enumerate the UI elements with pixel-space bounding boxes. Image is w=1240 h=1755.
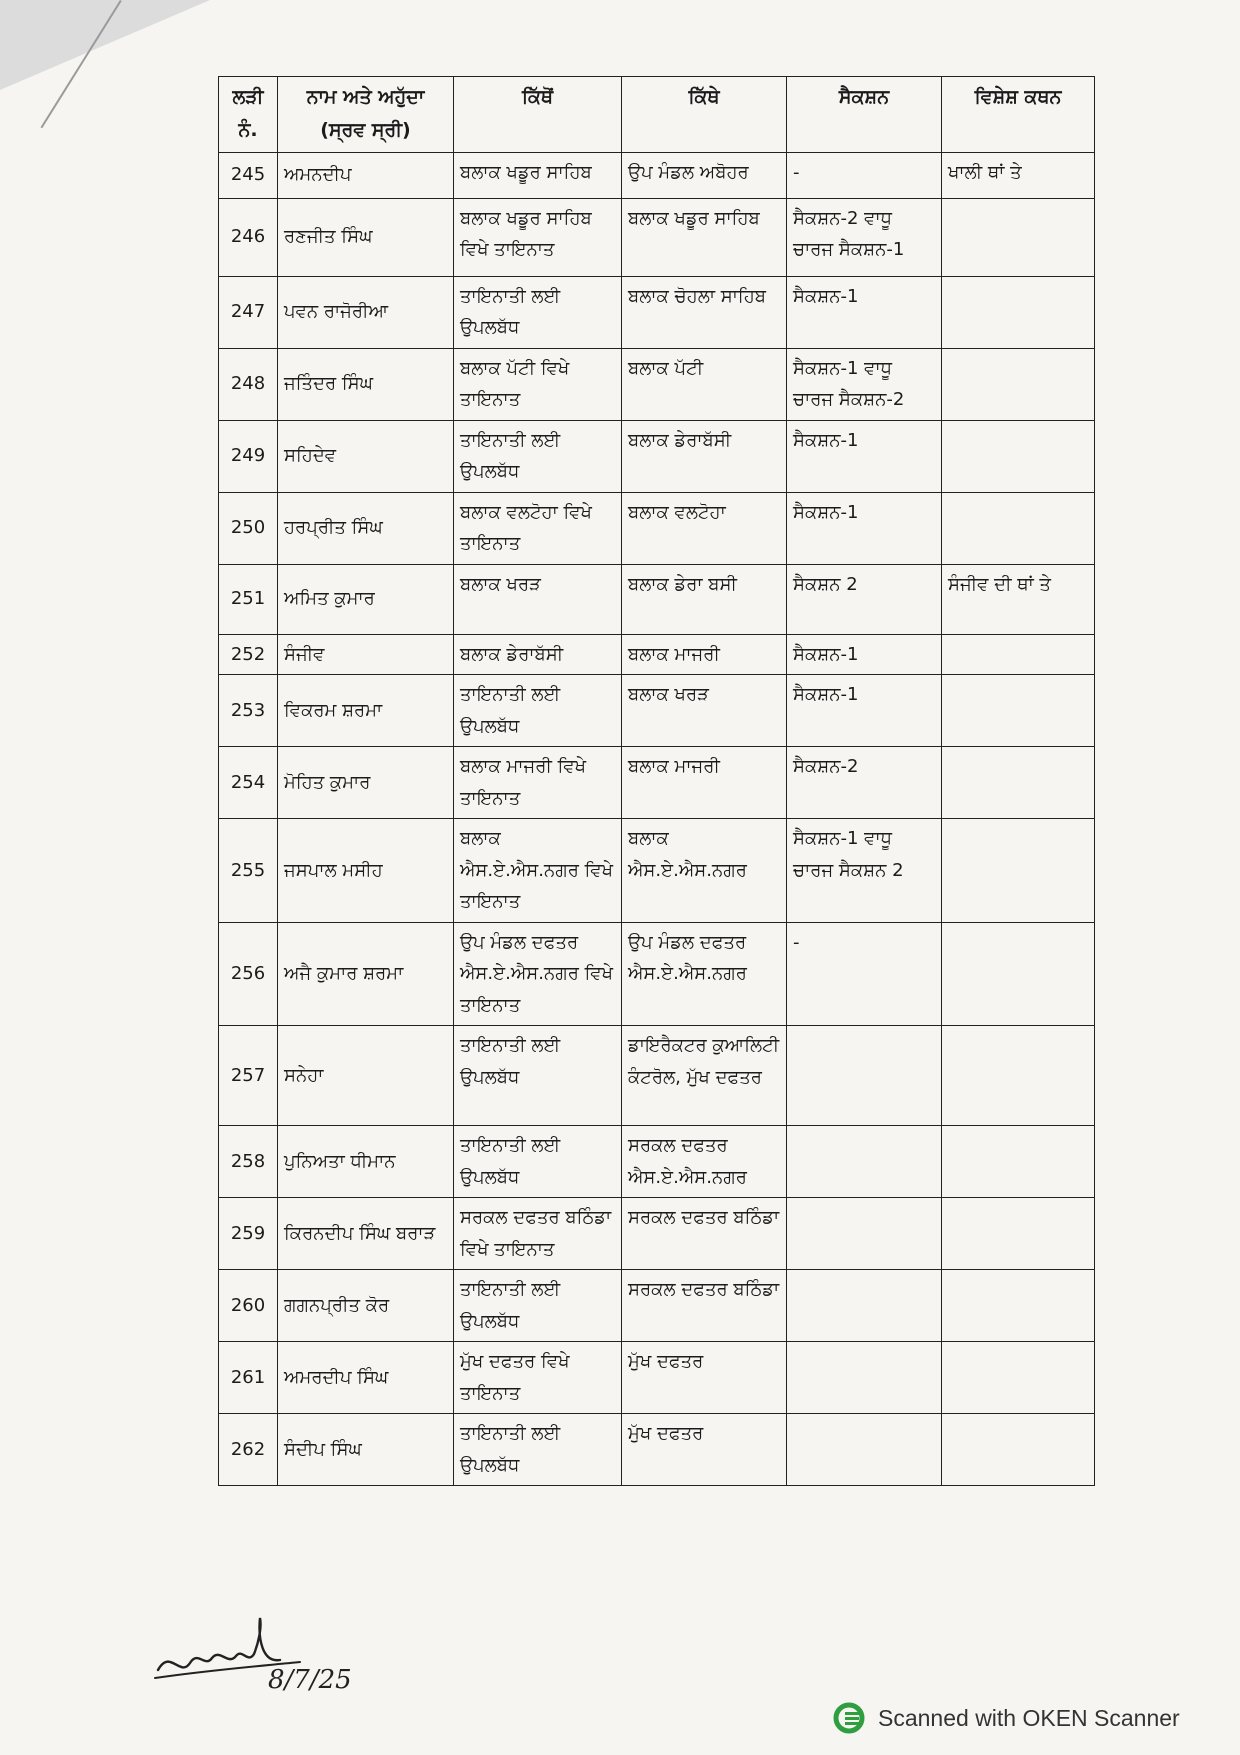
cell-serial: 245 bbox=[219, 152, 278, 198]
cell-from: ਤਾਇਨਾਤੀ ਲਈ ਉਪਲਬੱਧ bbox=[454, 1414, 622, 1486]
cell-section: ਸੈਕਸ਼ਨ-1 ਵਾਧੂ ਚਾਰਜ ਸੈਕਸ਼ਨ 2 bbox=[787, 819, 942, 923]
cell-serial: 252 bbox=[219, 634, 278, 675]
cell-serial: 250 bbox=[219, 492, 278, 564]
cell-serial: 246 bbox=[219, 198, 278, 276]
header-to: ਕਿੱਥੇ bbox=[622, 77, 787, 153]
cell-serial: 260 bbox=[219, 1270, 278, 1342]
cell-name: ਸਨੇਹਾ bbox=[278, 1026, 454, 1126]
page-fold-corner bbox=[0, 0, 210, 90]
cell-name: ਜਸਪਾਲ ਮਸੀਹ bbox=[278, 819, 454, 923]
cell-to: ਬਲਾਕ ਮਾਜਰੀ bbox=[622, 747, 787, 819]
cell-from: ਬਲਾਕ ਖਡੂਰ ਸਾਹਿਬ ਵਿਖੇ ਤਾਇਨਾਤ bbox=[454, 198, 622, 276]
cell-to: ਮੁੱਖ ਦਫਤਰ bbox=[622, 1342, 787, 1414]
cell-to: ਬਲਾਕ ਖਰੜ bbox=[622, 675, 787, 747]
cell-name: ਰਣਜੀਤ ਸਿੰਘ bbox=[278, 198, 454, 276]
scanner-label: Scanned with OKEN Scanner bbox=[878, 1704, 1180, 1731]
cell-from: ਤਾਇਨਾਤੀ ਲਈ ਉਪਲਬੱਧ bbox=[454, 1026, 622, 1126]
signature-date: 8/7/25 bbox=[268, 1665, 352, 1695]
header-from: ਕਿੱਥੋਂ bbox=[454, 77, 622, 153]
cell-remarks bbox=[942, 1198, 1095, 1270]
cell-section: ਸੈਕਸ਼ਨ-1 bbox=[787, 634, 942, 675]
cell-section: ਸੈਕਸ਼ਨ 2 bbox=[787, 564, 942, 634]
oken-scanner-logo-icon bbox=[832, 1701, 866, 1735]
cell-serial: 248 bbox=[219, 348, 278, 420]
cell-name: ਸਹਿਦੇਵ bbox=[278, 420, 454, 492]
cell-serial: 255 bbox=[219, 819, 278, 923]
cell-from: ਤਾਇਨਾਤੀ ਲਈ ਉਪਲਬੱਧ bbox=[454, 420, 622, 492]
cell-from: ਸਰਕਲ ਦਫਤਰ ਬਠਿੰਡਾ ਵਿਖੇ ਤਾਇਨਾਤ bbox=[454, 1198, 622, 1270]
cell-to: ਸਰਕਲ ਦਫਤਰ ਬਠਿੰਡਾ bbox=[622, 1270, 787, 1342]
table-row bbox=[219, 492, 1095, 564]
cell-serial: 259 bbox=[219, 1198, 278, 1270]
cell-serial: 262 bbox=[219, 1414, 278, 1486]
cell-section bbox=[787, 1198, 942, 1270]
cell-remarks bbox=[942, 1414, 1095, 1486]
cell-section: ਸੈਕਸ਼ਨ-1 ਵਾਧੂ ਚਾਰਜ ਸੈਕਸ਼ਨ-2 bbox=[787, 348, 942, 420]
cell-section: ਸੈਕਸ਼ਨ-1 bbox=[787, 675, 942, 747]
cell-to: ਬਲਾਕ ਵਲਟੋਹਾ bbox=[622, 492, 787, 564]
cell-to: ਡਾਇਰੈਕਟਰ ਕੁਆਲਿਟੀ ਕੰਟਰੋਲ, ਮੁੱਖ ਦਫਤਰ bbox=[622, 1026, 787, 1126]
cell-serial: 249 bbox=[219, 420, 278, 492]
table-header-row bbox=[219, 77, 1095, 153]
table-row bbox=[219, 348, 1095, 420]
cell-serial: 251 bbox=[219, 564, 278, 634]
table-row bbox=[219, 198, 1095, 276]
cell-section: ਸੈਕਸ਼ਨ-1 bbox=[787, 492, 942, 564]
table-row bbox=[219, 420, 1095, 492]
cell-from: ਬਲਾਕ ਵਲਟੋਹਾ ਵਿਖੇ ਤਾਇਨਾਤ bbox=[454, 492, 622, 564]
cell-from: ਬਲਾਕ ਡੇਰਾਬੱਸੀ bbox=[454, 634, 622, 675]
cell-from: ਤਾਇਨਾਤੀ ਲਈ ਉਪਲਬੱਧ bbox=[454, 675, 622, 747]
table-row bbox=[219, 1126, 1095, 1198]
cell-name: ਅਮਿਤ ਕੁਮਾਰ bbox=[278, 564, 454, 634]
cell-name: ਅਜੈ ਕੁਮਾਰ ਸ਼ਰਮਾ bbox=[278, 922, 454, 1026]
cell-section bbox=[787, 1414, 942, 1486]
table-row bbox=[219, 634, 1095, 675]
table-row bbox=[219, 675, 1095, 747]
table-row bbox=[219, 1026, 1095, 1126]
cell-to: ਬਲਾਕ ਡੇਰਾ ਬਸੀ bbox=[622, 564, 787, 634]
cell-serial: 261 bbox=[219, 1342, 278, 1414]
cell-remarks: ਖਾਲੀ ਥਾਂ ਤੇ bbox=[942, 152, 1095, 198]
header-remarks: ਵਿਸ਼ੇਸ਼ ਕਥਨ bbox=[942, 77, 1095, 153]
cell-to: ਸਰਕਲ ਦਫਤਰ ਬਠਿੰਡਾ bbox=[622, 1198, 787, 1270]
cell-serial: 257 bbox=[219, 1026, 278, 1126]
table-row bbox=[219, 1342, 1095, 1414]
cell-serial: 258 bbox=[219, 1126, 278, 1198]
cell-remarks bbox=[942, 1342, 1095, 1414]
cell-remarks bbox=[942, 1270, 1095, 1342]
cell-serial: 247 bbox=[219, 276, 278, 348]
cell-name: ਪੁਨਿਅਤਾ ਧੀਮਾਨ bbox=[278, 1126, 454, 1198]
cell-name: ਮੋਹਿਤ ਕੁਮਾਰ bbox=[278, 747, 454, 819]
cell-from: ਬਲਾਕ ਖਰੜ bbox=[454, 564, 622, 634]
cell-serial: 254 bbox=[219, 747, 278, 819]
cell-to: ਸਰਕਲ ਦਫਤਰ ਐਸ.ਏ.ਐਸ.ਨਗਰ bbox=[622, 1126, 787, 1198]
cell-name: ਵਿਕਰਮ ਸ਼ਰਮਾ bbox=[278, 675, 454, 747]
cell-remarks bbox=[942, 1126, 1095, 1198]
cell-section: ਸੈਕਸ਼ਨ-1 bbox=[787, 276, 942, 348]
cell-name: ਸੰਦੀਪ ਸਿੰਘ bbox=[278, 1414, 454, 1486]
table-row bbox=[219, 564, 1095, 634]
table-row bbox=[219, 1198, 1095, 1270]
cell-remarks bbox=[942, 492, 1095, 564]
cell-name: ਗਗਨਪ੍ਰੀਤ ਕੋਰ bbox=[278, 1270, 454, 1342]
cell-from: ਬਲਾਕ ਪੱਟੀ ਵਿਖੇ ਤਾਇਨਾਤ bbox=[454, 348, 622, 420]
cell-name: ਪਵਨ ਰਾਜੋਰੀਆ bbox=[278, 276, 454, 348]
cell-remarks bbox=[942, 634, 1095, 675]
cell-section: - bbox=[787, 922, 942, 1026]
cell-section: ਸੈਕਸ਼ਨ-1 bbox=[787, 420, 942, 492]
cell-remarks bbox=[942, 819, 1095, 923]
cell-remarks bbox=[942, 348, 1095, 420]
handwritten-signature bbox=[150, 1608, 380, 1698]
cell-from: ਬਲਾਕ ਮਾਜਰੀ ਵਿਖੇ ਤਾਇਨਾਤ bbox=[454, 747, 622, 819]
cell-to: ਬਲਾਕ ਮਾਜਰੀ bbox=[622, 634, 787, 675]
cell-section: ਸੈਕਸ਼ਨ-2 bbox=[787, 747, 942, 819]
cell-to: ਉਪ ਮੰਡਲ ਅਬੋਹਰ bbox=[622, 152, 787, 198]
cell-name: ਸੰਜੀਵ bbox=[278, 634, 454, 675]
cell-from: ਤਾਇਨਾਤੀ ਲਈ ਉਪਲਬੱਧ bbox=[454, 276, 622, 348]
table-row bbox=[219, 152, 1095, 198]
table-row bbox=[219, 276, 1095, 348]
cell-remarks bbox=[942, 675, 1095, 747]
cell-serial: 256 bbox=[219, 922, 278, 1026]
cell-name: ਅਮਰਦੀਪ ਸਿੰਘ bbox=[278, 1342, 454, 1414]
table-row bbox=[219, 747, 1095, 819]
cell-to: ਬਲਾਕ ਡੇਰਾਬੱਸੀ bbox=[622, 420, 787, 492]
cell-remarks: ਸੰਜੀਵ ਦੀ ਥਾਂ ਤੇ bbox=[942, 564, 1095, 634]
cell-to: ਬਲਾਕ ਚੋਹਲਾ ਸਾਹਿਬ bbox=[622, 276, 787, 348]
cell-section bbox=[787, 1342, 942, 1414]
cell-section: - bbox=[787, 152, 942, 198]
cell-from: ਬਲਾਕ ਐਸ.ਏ.ਐਸ.ਨਗਰ ਵਿਖੇ ਤਾਇਨਾਤ bbox=[454, 819, 622, 923]
cell-remarks bbox=[942, 420, 1095, 492]
cell-remarks bbox=[942, 276, 1095, 348]
cell-from: ਮੁੱਖ ਦਫਤਰ ਵਿਖੇ ਤਾਇਨਾਤ bbox=[454, 1342, 622, 1414]
cell-name: ਅਮਨਦੀਪ bbox=[278, 152, 454, 198]
cell-to: ਮੁੱਖ ਦਫਤਰ bbox=[622, 1414, 787, 1486]
cell-section bbox=[787, 1026, 942, 1126]
header-section: ਸੈਕਸ਼ਨ bbox=[787, 77, 942, 153]
cell-from: ਤਾਇਨਾਤੀ ਲਈ ਉਪਲਬੱਧ bbox=[454, 1126, 622, 1198]
cell-section bbox=[787, 1126, 942, 1198]
cell-remarks bbox=[942, 922, 1095, 1026]
cell-to: ਉਪ ਮੰਡਲ ਦਫਤਰ ਐਸ.ਏ.ਐਸ.ਨਗਰ bbox=[622, 922, 787, 1026]
cell-to: ਬਲਾਕ ਪੱਟੀ bbox=[622, 348, 787, 420]
header-name: ਨਾਮ ਅਤੇ ਅਹੁੱਦਾ (ਸ੍ਰਵ ਸ੍ਰੀ) bbox=[278, 77, 454, 153]
table-row bbox=[219, 1414, 1095, 1486]
cell-from: ਤਾਇਨਾਤੀ ਲਈ ਉਪਲਬੱਧ bbox=[454, 1270, 622, 1342]
table-row bbox=[219, 1270, 1095, 1342]
table-row bbox=[219, 922, 1095, 1026]
table-row bbox=[219, 819, 1095, 923]
cell-section: ਸੈਕਸ਼ਨ-2 ਵਾਧੂ ਚਾਰਜ ਸੈਕਸ਼ਨ-1 bbox=[787, 198, 942, 276]
cell-name: ਹਰਪ੍ਰੀਤ ਸਿੰਘ bbox=[278, 492, 454, 564]
cell-section bbox=[787, 1270, 942, 1342]
scanner-watermark bbox=[832, 1700, 1180, 1736]
cell-to: ਬਲਾਕ ਐਸ.ਏ.ਐਸ.ਨਗਰ bbox=[622, 819, 787, 923]
transfer-table bbox=[218, 76, 1095, 1486]
header-serial: ਲੜੀ ਨੰ. bbox=[219, 77, 278, 153]
cell-from: ਬਲਾਕ ਖਡੂਰ ਸਾਹਿਬ bbox=[454, 152, 622, 198]
cell-remarks bbox=[942, 747, 1095, 819]
cell-from: ਉਪ ਮੰਡਲ ਦਫਤਰ ਐਸ.ਏ.ਐਸ.ਨਗਰ ਵਿਖੇ ਤਾਇਨਾਤ bbox=[454, 922, 622, 1026]
cell-remarks bbox=[942, 1026, 1095, 1126]
cell-serial: 253 bbox=[219, 675, 278, 747]
cell-name: ਜਤਿੰਦਰ ਸਿੰਘ bbox=[278, 348, 454, 420]
cell-name: ਕਿਰਨਦੀਪ ਸਿੰਘ ਬਰਾੜ bbox=[278, 1198, 454, 1270]
cell-to: ਬਲਾਕ ਖਡੂਰ ਸਾਹਿਬ bbox=[622, 198, 787, 276]
cell-remarks bbox=[942, 198, 1095, 276]
